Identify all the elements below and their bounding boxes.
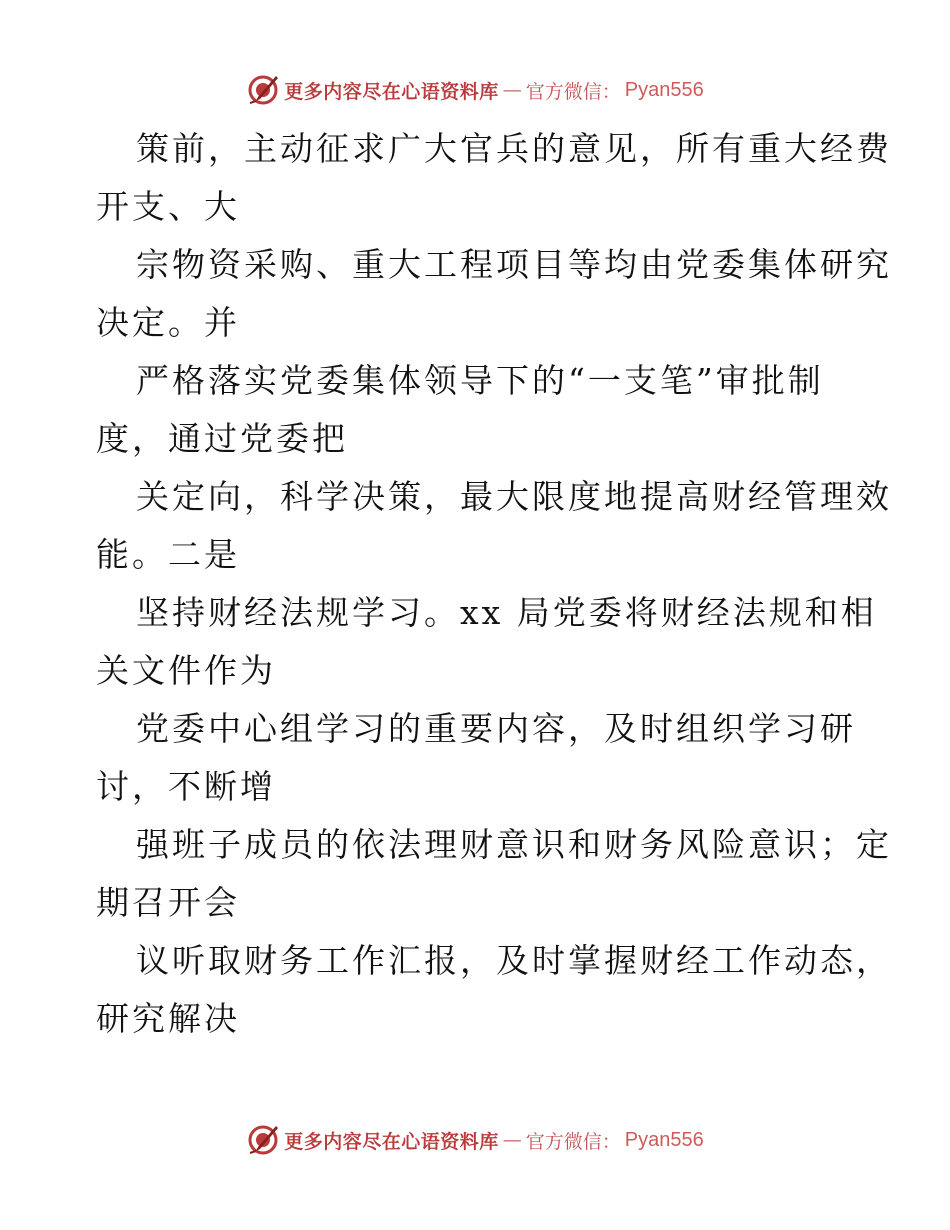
body-line: 强班子成员的依法理财意识和财务风险意识；定 [136,825,892,864]
header-wechat-id: Pyan556 [624,78,704,101]
body-line: 讨，不断增 [96,767,276,806]
body-line: 期召开会 [96,883,240,922]
footer-separator: — [502,1129,522,1151]
body-line: 党委中心组学习的重要内容，及时组织学习研 [136,709,856,748]
body-line: 研究解决 [96,999,240,1038]
body-line: 议听取财务工作汇报，及时掌握财经工作动态， [136,941,892,980]
body-line: 严格落实党委集体领导下的“一支笔”审批制 [136,361,824,400]
document-body [96,120,892,1048]
footer-wechat-id: Pyan556 [624,1128,704,1151]
body-line: 宗物资采购、重大工程项目等均由党委集体研究 [136,245,892,284]
body-line: 度，通过党委把 [96,419,348,458]
body-line: 能。二是 [96,535,240,574]
body-line: 决定。并 [96,303,240,342]
header-separator: — [502,79,522,101]
header-wechat-label: 官方微信： [525,80,621,103]
quill-logo-icon [246,73,280,107]
footer-watermark [0,1120,950,1160]
header-site-text: 更多内容尽在心语资料库 [284,80,499,103]
body-line: 开支、大 [96,187,240,226]
footer-site-text: 更多内容尽在心语资料库 [284,1130,499,1153]
body-line: 关定向，科学决策，最大限度地提高财经管理效 [136,477,892,516]
body-line: 策前，主动征求广大官兵的意见，所有重大经费 [136,129,892,168]
footer-wechat-label: 官方微信： [525,1130,621,1153]
body-line: 坚持财经法规学习。xx 局党委将财经法规和相 [136,593,877,632]
body-line: 关文件作为 [96,651,276,690]
header-watermark [0,70,950,110]
quill-logo-icon [246,1123,280,1157]
